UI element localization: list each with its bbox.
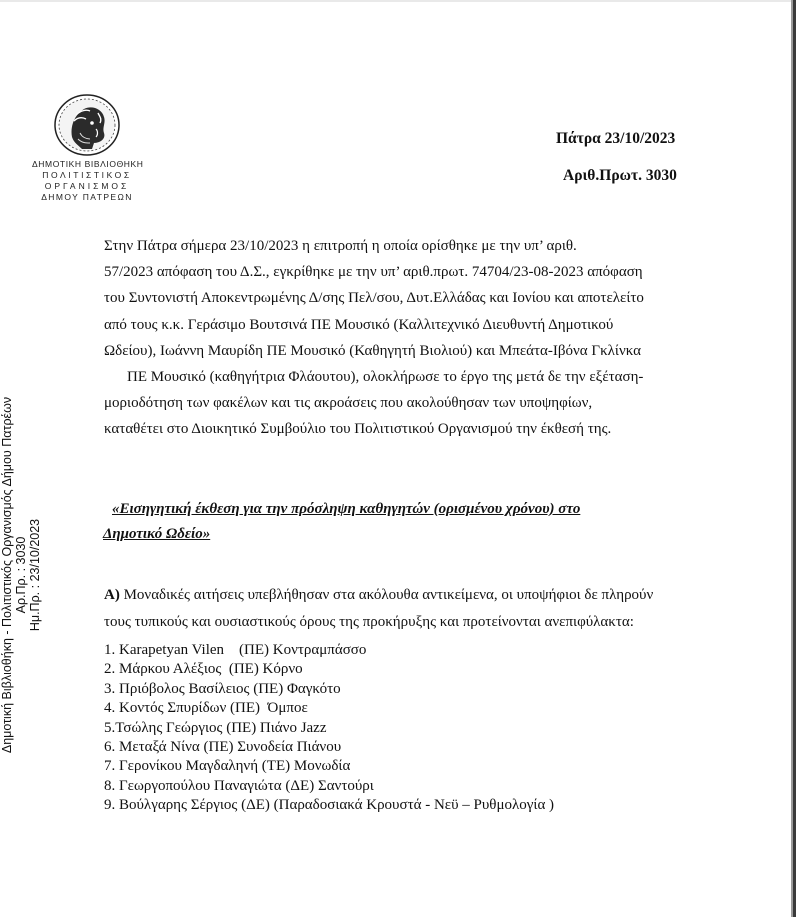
list-item: 8. Γεωργοπούλου Παναγιώτα (ΔΕ) Σαντούρι (104, 777, 374, 794)
list-item: 7. Γερονίκου Μαγδαληνή (ΤΕ) Μονωδία (104, 758, 351, 775)
stamp-line: Αρ.Πρ. : 3030 (14, 536, 28, 614)
section-a-label: Α) (104, 587, 120, 603)
page-top-edge (0, 0, 796, 2)
paragraph-line: Στην Πάτρα σήμερα 23/10/2023 η επιτροπή η οποία ορίσθηκε με την υπ’ αριθ. (104, 238, 577, 254)
paragraph-line: καταθέτει στο Διοικητικό Συμβούλιο του Πολιτιστικού Οργανισμού την έκθεσή της. (104, 421, 612, 438)
list-item: 3. Πριόβολος Βασίλειος (ΠΕ) Φαγκότο (104, 680, 341, 697)
section-a (104, 582, 724, 636)
candidate-list (104, 641, 554, 816)
paragraph-line: μοριοδότηση των φακέλων και τις ακροάσεις που ακολούθησαν των υποψηφίων, (104, 395, 593, 412)
section-a-text: Μοναδικές αιτήσεις υπεβλήθησαν στα ακόλουθα αντικείμενα, οι υποψήφιοι δε πληρούν (119, 587, 654, 603)
title-line: Δημοτικό Ωδείο» (103, 526, 211, 542)
title-line: «Εισηγητική έκθεση για την πρόσληψη καθηγητών (ορισμένου χρόνου) στο (112, 501, 581, 517)
list-item: 6. Μεταξά Νίνα (ΠΕ) Συνοδεία Πιάνου (104, 739, 342, 756)
section-a-line (104, 582, 724, 609)
logo-line: ΠΟΛΙΤΙΣΤΙΚΟΣ (42, 170, 132, 180)
report-title (103, 497, 703, 547)
organization-logo (32, 93, 142, 203)
logo-line: ΟΡΓΑΝΙΣΜΟΣ (44, 181, 130, 191)
stamp-line: Δημοτική Βιβλιοθήκη - Πολιτιστικός Οργανισμός Δήμου Πατρέων (0, 396, 14, 754)
section-a-line: τους τυπικούς και ουσιαστικούς όρους της προκήρυξης και προτείνονται ανεπιφύλακτα: (104, 614, 634, 630)
document-date: Πάτρα 23/10/2023 (556, 130, 676, 147)
list-item: 2. Μάρκου Αλέξιος (ΠΕ) Κόρνο (104, 661, 303, 678)
logo-line: ΔΗΜΟΤΙΚΗ ΒΙΒΛΙΟΘΗΚΗ (32, 159, 144, 169)
logo-text (32, 159, 142, 203)
paragraph-line: 57/2023 απόφαση του Δ.Σ., εγκρίθηκε με την υπ’ αριθ.πρωτ. 74704/23-08-2023 απόφαση (104, 264, 643, 281)
coin-head-logo-icon (52, 93, 122, 157)
stamp-line: Ημ.Πρ. : 23/10/2023 (28, 518, 42, 632)
paragraph-line: από τους κ.κ. Γεράσιμο Βουτσινά ΠΕ Μουσικό (Καλλιτεχνικό Διευθυντή Δημοτικού (104, 316, 614, 333)
list-item: 4. Κοντός Σπυρίδων (ΠΕ) Όμποε (104, 700, 308, 717)
protocol-number: Αριθ.Πρωτ. 3030 (563, 167, 677, 184)
paragraph-line: Ωδείου), Ιωάννη Μαυρίδη ΠΕ Μουσικό (Καθηγητή Βιολιού) και Μπεάτα-Ιβόνα Γκλίνκα (104, 342, 642, 359)
list-item: 1. Karapetyan Vilen (ΠΕ) Κοντραμπάσσο (104, 642, 367, 658)
logo-line: ΔΗΜΟΥ ΠΑΤΡΕΩΝ (41, 192, 133, 202)
intro-paragraph (104, 233, 684, 443)
paragraph-line: ΠΕ Μουσικό (καθηγήτρια Φλάουτου), ολοκλήρωσε το έργο της μετά δε την εξέταση- (127, 369, 644, 386)
list-item: 9. Βούλγαρης Σέργιος (ΔΕ) (Παραδοσιακά Κρουστά - Νεϋ – Ρυθμολογία ) (104, 797, 555, 814)
registry-stamp (0, 385, 42, 765)
paragraph-line: του Συντονιστή Αποκεντρωμένης Δ/σης Πελ/σου, Δυτ.Ελλάδας και Ιονίου και αποτελείτο (104, 290, 644, 307)
list-item: 5.Τσώλης Γεώργιος (ΠΕ) Πιάνο Jazz (104, 719, 327, 736)
